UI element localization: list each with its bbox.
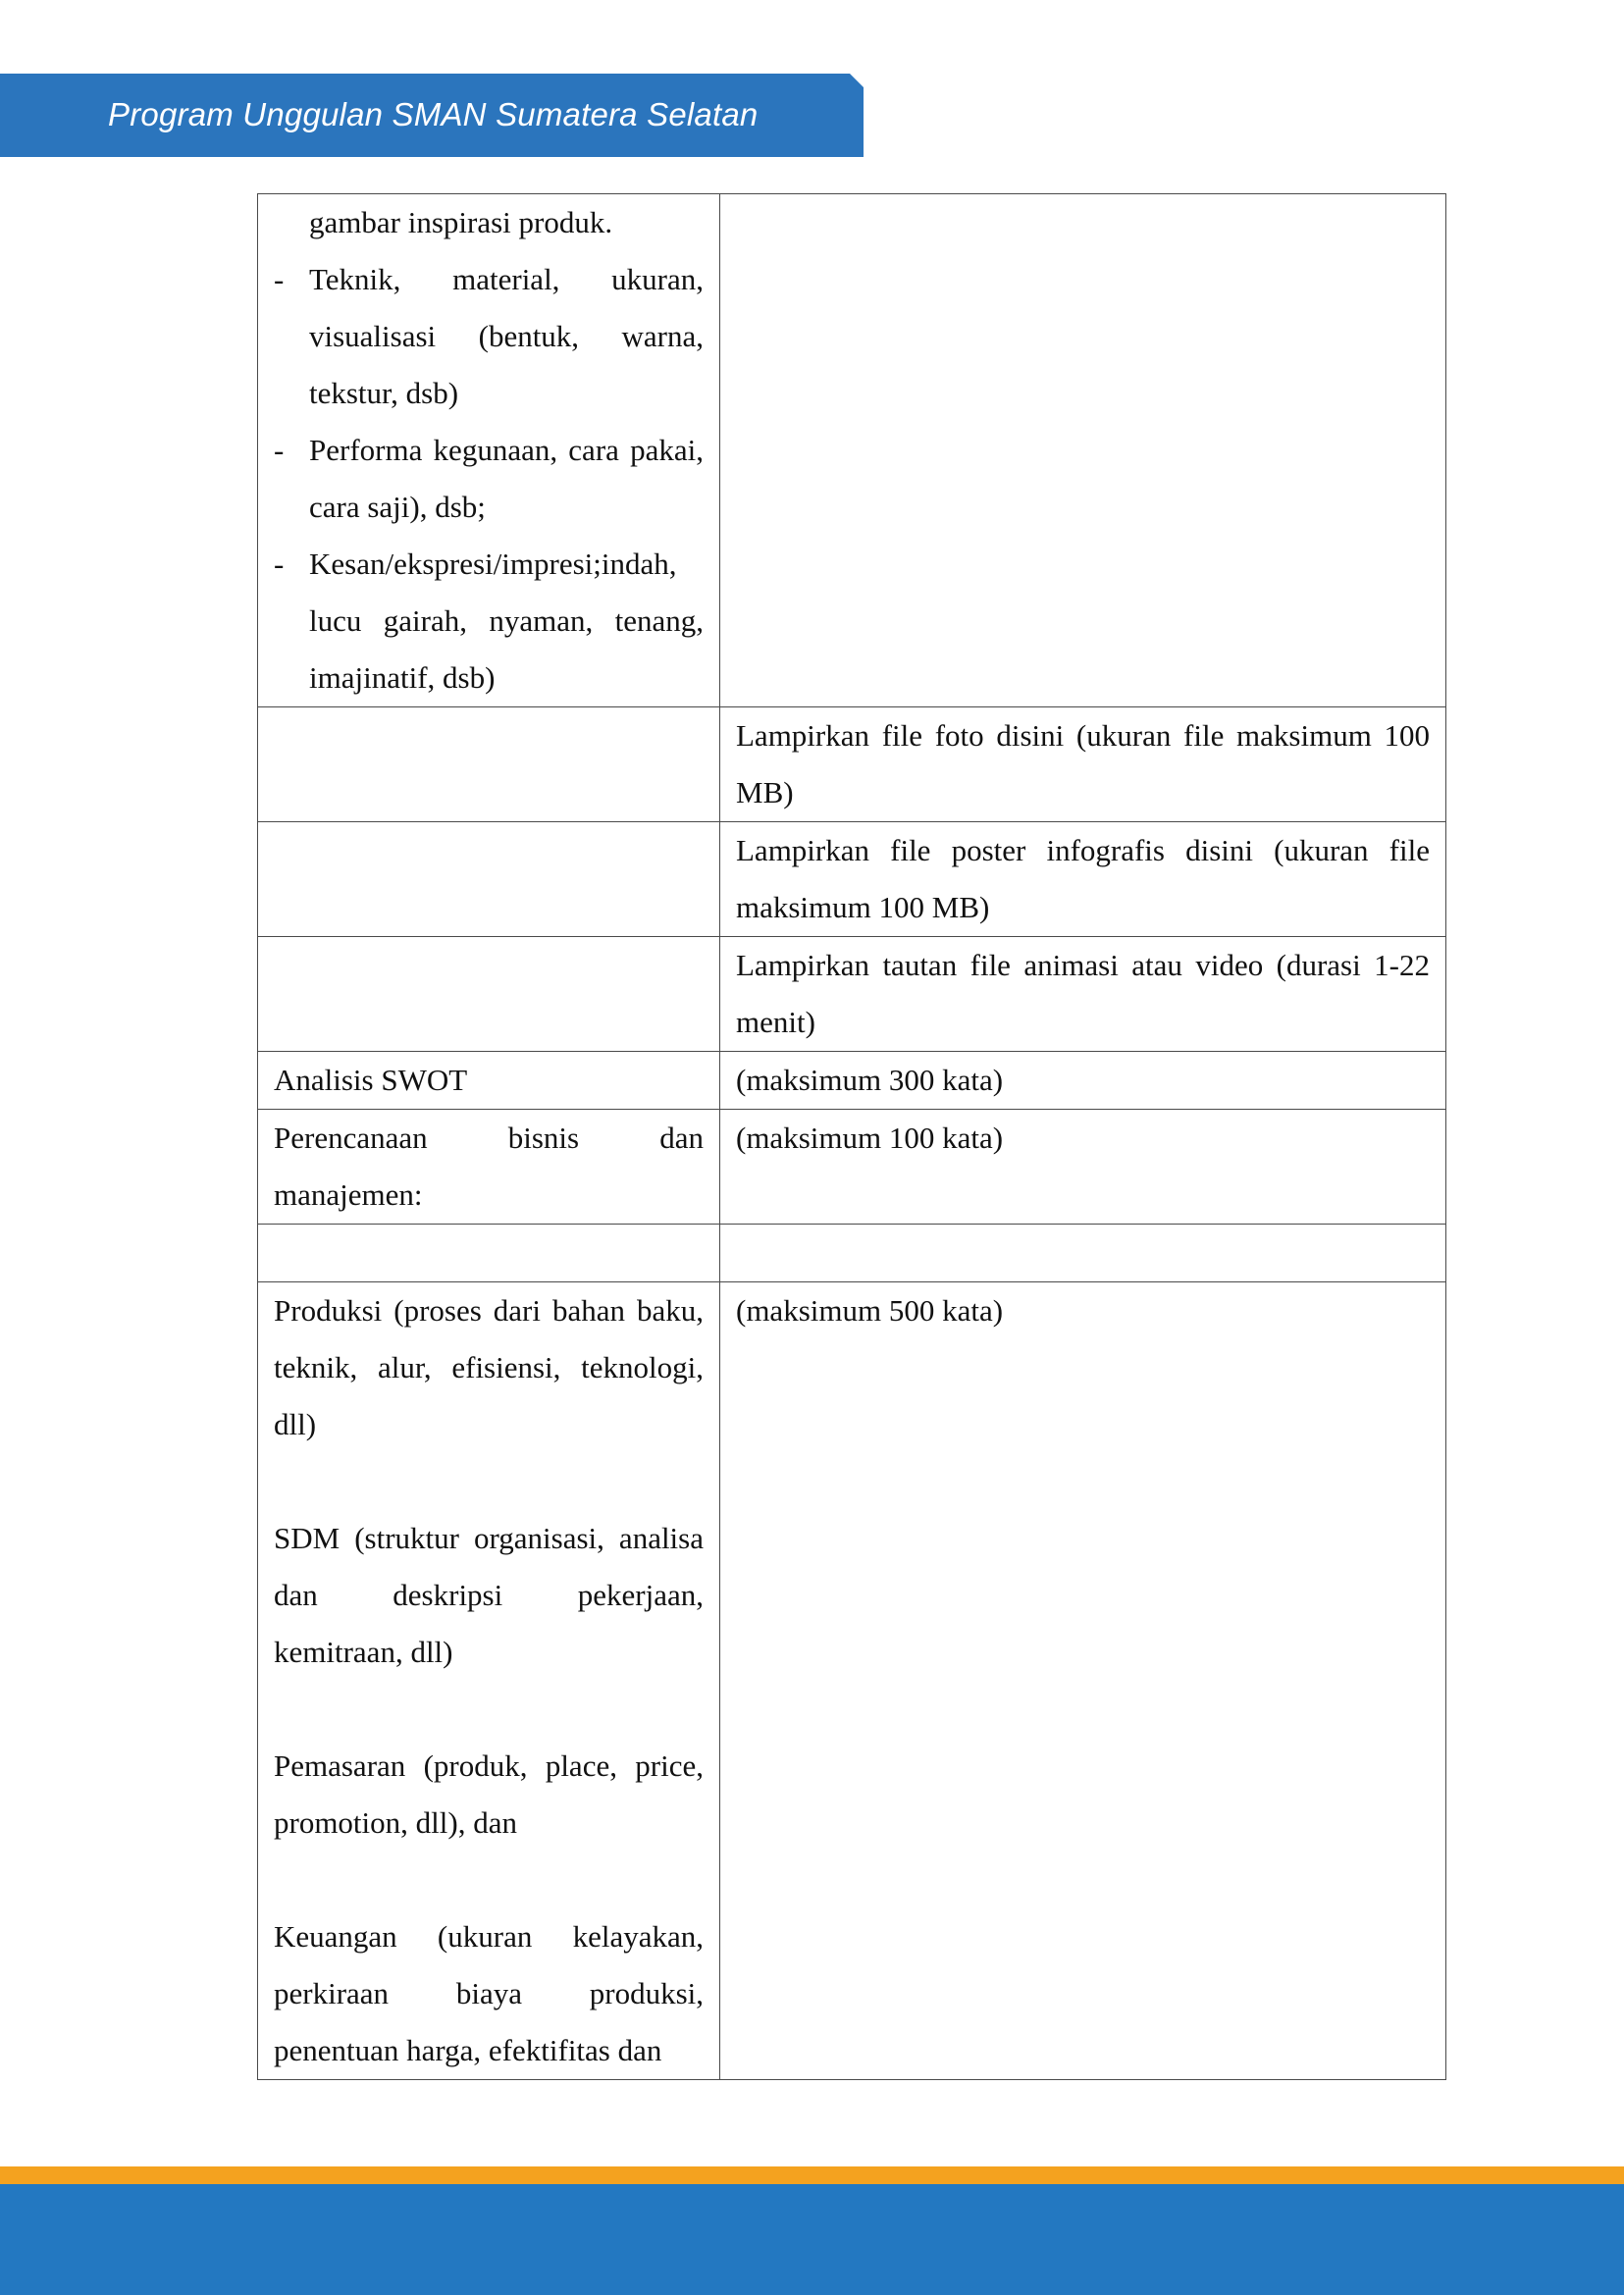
table-cell-right[interactable]: Lampirkan file poster infografis disini (ukuran file maksimum 100 MB) bbox=[720, 822, 1446, 937]
footer-stripe bbox=[0, 2166, 1624, 2184]
table-row bbox=[258, 194, 1446, 707]
bullet-dash: - bbox=[274, 547, 285, 581]
bullet-text: Kesan/ekspresi/impresi;indah, lucu gairah, nyaman, tenang, imajinatif, dsb) bbox=[309, 547, 704, 695]
table-cell-right[interactable]: (maksimum 300 kata) bbox=[720, 1052, 1446, 1110]
table-row bbox=[258, 1052, 1446, 1110]
paragraph-pemasaran: Pemasaran (produk, place, price, promotion, dll), dan bbox=[274, 1748, 704, 1840]
table-row bbox=[258, 1110, 1446, 1225]
paragraph-sdm: SDM (struktur organisasi, analisa dan deskripsi pekerjaan, kemitraan, dll) bbox=[274, 1521, 704, 1669]
bullet-text: Teknik, material, ukuran, visualisasi (bentuk, warna, tekstur, dsb) bbox=[309, 262, 704, 410]
list-item bbox=[274, 251, 704, 422]
table-cell-left bbox=[258, 194, 720, 707]
table-cell-left bbox=[258, 1225, 720, 1282]
list-item bbox=[274, 422, 704, 536]
table-cell-left: Analisis SWOT bbox=[258, 1052, 720, 1110]
table-row bbox=[258, 1282, 1446, 2080]
table-row bbox=[258, 822, 1446, 937]
table-cell-right[interactable]: Lampirkan tautan file animasi atau video (durasi 1-22 menit) bbox=[720, 937, 1446, 1052]
paragraph-keuangan: Keuangan (ukuran kelayakan, perkiraan biaya produksi, penentuan harga, efektifitas dan bbox=[274, 1919, 704, 2067]
continued-text: gambar inspirasi produk. bbox=[309, 205, 613, 239]
bullet-text: Performa kegunaan, cara pakai, cara saji), dsb; bbox=[309, 433, 704, 524]
table-cell-left: Perencanaan bisnis dan manajemen: bbox=[258, 1110, 720, 1225]
bullet-list bbox=[274, 251, 704, 706]
table-row bbox=[258, 707, 1446, 822]
bullet-dash: - bbox=[274, 433, 285, 467]
table-row bbox=[258, 937, 1446, 1052]
table-cell-left bbox=[258, 822, 720, 937]
table-cell-right[interactable]: (maksimum 500 kata) bbox=[720, 1282, 1446, 2080]
footer-band bbox=[0, 2184, 1624, 2295]
table-row bbox=[258, 1225, 1446, 1282]
paragraph-produksi: Produksi (proses dari bahan baku, teknik, alur, efisiensi, teknologi, dll) bbox=[274, 1293, 704, 1441]
table-cell-right[interactable]: (maksimum 100 kata) bbox=[720, 1110, 1446, 1225]
table-cell-right[interactable] bbox=[720, 194, 1446, 707]
page-header-title: Program Unggulan SMAN Sumatera Selatan bbox=[108, 96, 759, 132]
table-cell-left bbox=[258, 937, 720, 1052]
table-cell-left bbox=[258, 1282, 720, 2080]
list-item bbox=[274, 536, 704, 706]
form-table bbox=[257, 193, 1446, 2080]
table-cell-right[interactable]: Lampirkan file foto disini (ukuran file maksimum 100 MB) bbox=[720, 707, 1446, 822]
table-cell-right[interactable] bbox=[720, 1225, 1446, 1282]
bullet-dash: - bbox=[274, 262, 285, 296]
table-cell-left bbox=[258, 707, 720, 822]
